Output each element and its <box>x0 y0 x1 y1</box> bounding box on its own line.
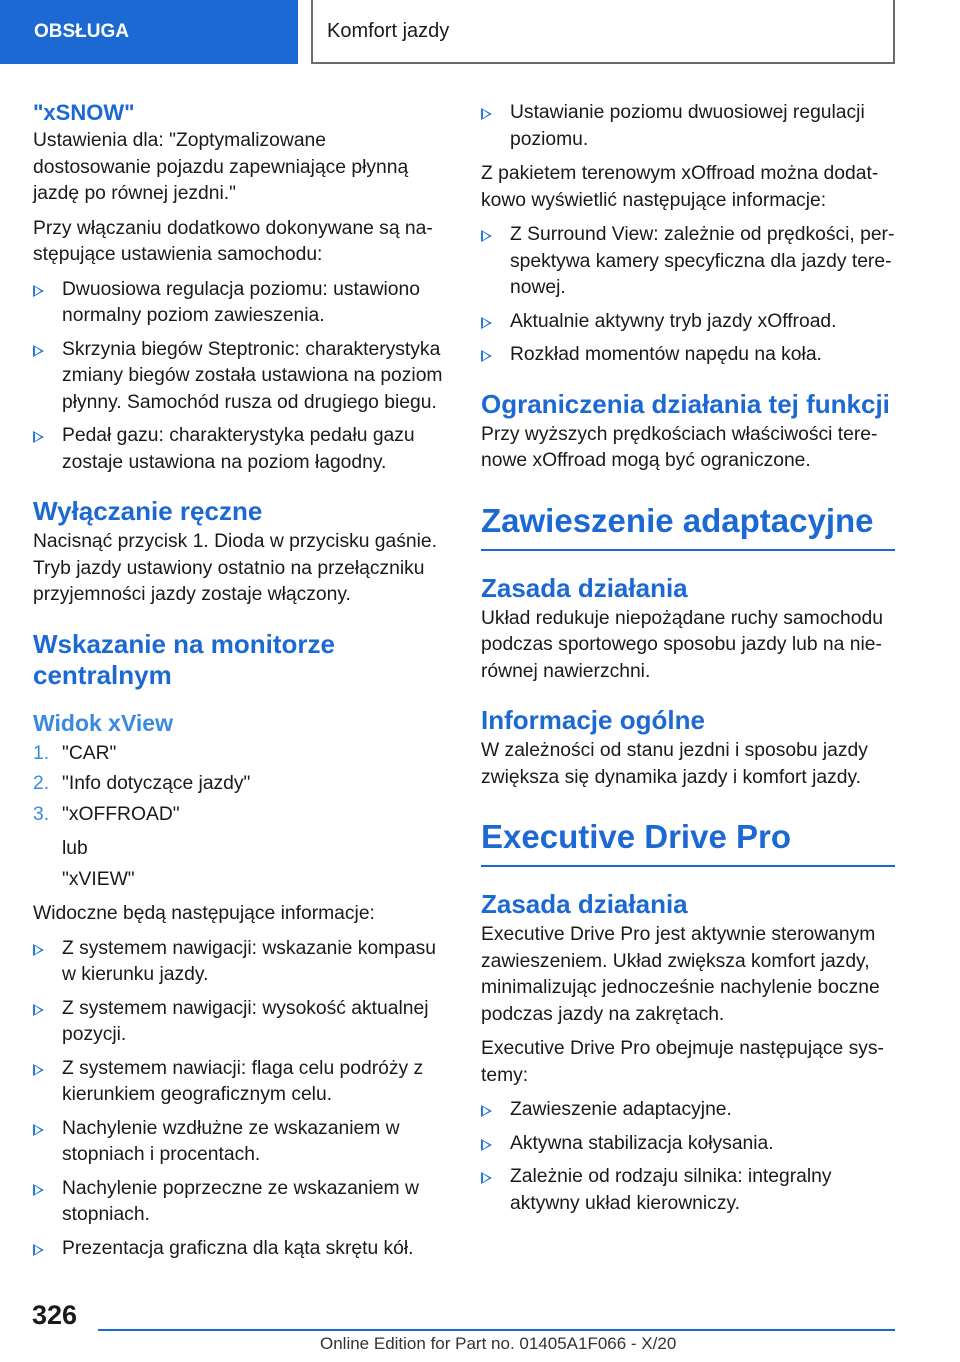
triangle-bullet-icon <box>481 317 492 329</box>
list-item: Pedał gazu: charakterystyka pedału gazu zostaje ustawiona na poziom łagodny. <box>33 423 445 476</box>
triangle-bullet-icon <box>33 1184 44 1196</box>
list-item: Z systemem nawiacji: flaga celu podróży z kierunkiem geograficznym celu. <box>33 1056 445 1109</box>
page-number: 326 <box>32 1300 78 1330</box>
manual-off-heading: Wyłączanie ręczne <box>33 496 263 526</box>
manual-off-paragraph: Nacisnąć przycisk 1. Dioda w przycisku gaśnie. Tryb jazdy ustawiony ostatnio na przełączniku przyjemności jazdy zostaje włączony. <box>33 531 437 605</box>
triangle-bullet-icon <box>33 1244 44 1256</box>
step-item: 2. "Info dotyczące jazdy" <box>33 773 251 794</box>
general-info-paragraph: W zależności od stanu jezdni i sposobu jazdy zwiększa się dynamika jazdy i komfort jazdy. <box>481 740 868 788</box>
step-item: 3. "xOFFROAD" <box>33 803 180 825</box>
triangle-bullet-icon <box>481 1139 492 1151</box>
list-item: Aktualnie aktywny tryb jazdy xOffroad. <box>481 309 895 336</box>
triangle-bullet-icon <box>33 431 44 443</box>
triangle-bullet-icon <box>481 108 492 120</box>
triangle-bullet-icon <box>33 944 44 956</box>
left-column <box>33 100 445 1270</box>
principle-paragraph: Układ redukuje niepożądane ruchy samochodu podczas sportowego sposobu jazdy lub na nierównej nawierzchni. <box>481 607 883 682</box>
triangle-bullet-icon <box>33 1064 44 1076</box>
edp-systems-list <box>481 1097 895 1217</box>
step-or-text: lub <box>62 838 88 859</box>
triangle-bullet-icon <box>481 350 492 362</box>
xview-heading: Widok xView <box>33 709 173 736</box>
step-alt-text: "xVIEW" <box>62 868 135 890</box>
snow-paragraph-1: Ustawienia dla: "Zoptymalizowane dostosowanie pojazdu zapewniające płynną jazdę po równej jezdni." <box>33 130 409 204</box>
limits-paragraph: Przy wyższych prędkościach właściwości terenowe xOffroad mogą być ograniczone. <box>481 423 878 471</box>
offroad-paragraph: Z pakietem terenowym xOffroad można dodatkowo wyświetlić następujące informacje: <box>481 163 879 211</box>
list-item: Dwuosiowa regulacja poziomu: ustawiono normalny poziom zawieszenia. <box>33 277 445 330</box>
triangle-bullet-icon <box>33 285 44 297</box>
list-item: Prezentacja graficzna dla kąta skrętu kół. <box>33 1236 445 1263</box>
edp-paragraph-1: Executive Drive Pro jest aktywnie sterowanym zawieszeniem. Układ zwiększa komfort jazdy, minimalizując jednocześnie nachylenie boczne podczas jazdy na zakrętach. <box>481 924 880 1025</box>
triangle-bullet-icon <box>33 1004 44 1016</box>
list-item: Z systemem nawigacji: wskazanie kompasu w kierunku jazdy. <box>33 936 445 989</box>
chapter-header <box>311 0 895 64</box>
xview-steps <box>33 741 445 829</box>
snow-settings-list <box>33 277 445 477</box>
list-item: Zależnie od rodzaju silnika: integralny aktywny układ kierowniczy. <box>481 1164 895 1217</box>
limits-heading: Ograniczenia działania tej funkcji <box>481 388 890 419</box>
triangle-bullet-icon <box>33 345 44 357</box>
visible-info-paragraph: Widoczne będą następujące informacje: <box>33 903 375 924</box>
chapter-title: Komfort jazdy <box>327 19 450 42</box>
footer-divider <box>98 1329 895 1331</box>
list-item: Zawieszenie adaptacyjne. <box>481 1097 895 1124</box>
step-item: 1. "CAR" <box>33 742 117 764</box>
list-item: Ustawianie poziomu dwuosiowej regulacji poziomu. <box>481 100 895 153</box>
triangle-bullet-icon <box>481 230 492 242</box>
section-title: OBSŁUGA <box>34 21 129 42</box>
list-item: Skrzynia biegów Steptronic: charakterystyka zmiany biegów została ustawiona na poziom płynny. Samochód rusza od drugiego biegu. <box>33 337 445 417</box>
visible-info-list <box>33 936 445 1263</box>
general-info-heading: Informacje ogólne <box>481 705 705 735</box>
list-item: Z systemem nawigacji: wysokość aktualnej pozycji. <box>33 996 445 1049</box>
offroad-list <box>481 222 895 369</box>
list-item: Z Surround View: zależnie od prędkości, perspektywa kamery specyficzna dla jazdy terenowej. <box>481 222 895 302</box>
snow-heading: "xSNOW" <box>33 100 135 125</box>
right-column <box>481 100 895 1225</box>
executive-drive-pro-heading: Executive Drive Pro <box>481 817 895 867</box>
monitor-heading: Wskazanie na monitorze centralnym <box>33 628 335 690</box>
list-item: Nachylenie wzdłużne ze wskazaniem w stopniach i procentach. <box>33 1116 445 1169</box>
list-item: Rozkład momentów napędu na koła. <box>481 342 895 369</box>
snow-paragraph-2: Przy włączaniu dodatkowo dokonywane są następujące ustawienia samochodu: <box>33 217 433 265</box>
continued-list <box>481 100 895 153</box>
triangle-bullet-icon <box>481 1172 492 1184</box>
list-item: Nachylenie poprzeczne ze wskazaniem w stopniach. <box>33 1176 445 1229</box>
triangle-bullet-icon <box>481 1105 492 1117</box>
edition-footer: Online Edition for Part no. 01405A1F066 - X/20 <box>320 1334 677 1353</box>
adaptive-suspension-heading: Zawieszenie adaptacyjne <box>481 501 895 551</box>
list-item: Aktywna stabilizacja kołysania. <box>481 1131 895 1158</box>
principle-heading: Zasada działania <box>481 572 688 603</box>
triangle-bullet-icon <box>33 1124 44 1136</box>
edp-paragraph-2: Executive Drive Pro obejmuje następujące systemy: <box>481 1038 884 1086</box>
edp-principle-heading: Zasada działania <box>481 889 688 919</box>
section-tab <box>0 0 298 64</box>
